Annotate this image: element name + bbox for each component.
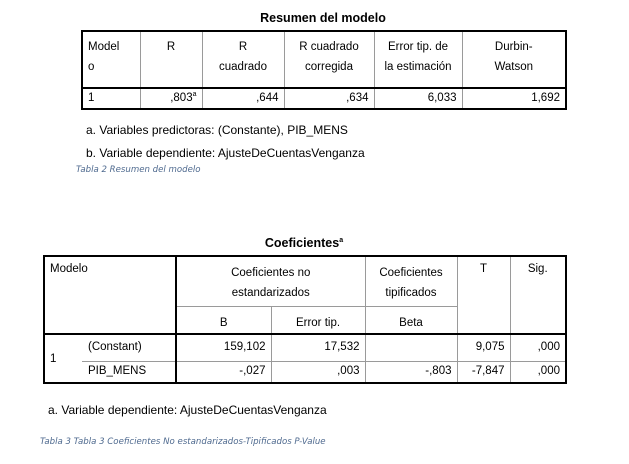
header-durbin-watson: Durbin- Watson (462, 31, 566, 88)
coefficients-title: Coeficientes$^a$ (264, 236, 344, 250)
model-summary-caption: Tabla 2 Resumen del modelo (76, 165, 201, 175)
model-summary-note-a: a. Variables predictoras: (Constante), PIB_MENS (86, 123, 348, 137)
coef-row-constant (44, 334, 566, 361)
model-summary-title: Resumen del modelo (260, 11, 386, 25)
cell-beta-pib: -,803 (365, 361, 457, 383)
header-std-err: Error tip. (271, 306, 365, 334)
coefficients-table (43, 255, 567, 384)
header-model: Model o (88, 41, 120, 73)
model-summary-row (82, 88, 566, 109)
cell-model-number: 1 (44, 334, 82, 383)
coefficients-note: a. Variable dependiente: AjusteDeCuentasVenganza (48, 403, 327, 417)
model-summary-header-row (82, 31, 566, 88)
model-summary-note-b: b. Variable dependiente: AjusteDeCuentasVenganza (86, 146, 365, 160)
model-summary-table (81, 30, 567, 110)
coefficients-caption: Tabla 3 Tabla 3 Coeficientes No estandarizados-Tipificados P-Value (40, 437, 326, 447)
cell-se-constant: 17,532 (271, 334, 365, 361)
cell-sig-pib: ,000 (510, 361, 566, 383)
header-sig: Sig. (510, 256, 566, 334)
header-standardized: Coeficientes tipificados (365, 256, 457, 306)
cell-b-pib: -,027 (176, 361, 271, 383)
cell-t-pib: -7,847 (457, 361, 510, 383)
header-r2: R cuadrado (202, 31, 284, 88)
cell-label-pib: PIB_MENS (82, 361, 176, 383)
header-unstandardized: Coeficientes no estandarizados (176, 256, 365, 306)
header-std-error: Error tip. de la estimación (374, 31, 462, 88)
cell-std-error: 6,033 (374, 88, 462, 109)
cell-r: ,803$^a$ (140, 88, 202, 109)
cell-model: 1 (82, 88, 140, 109)
cell-beta-constant (365, 334, 457, 361)
cell-durbin-watson: 1,692 (462, 88, 566, 109)
header-r2-adj: R cuadrado corregida (284, 31, 374, 88)
cell-sig-constant: ,000 (510, 334, 566, 361)
cell-r2-adj: ,634 (284, 88, 374, 109)
cell-b-constant: 159,102 (176, 334, 271, 361)
cell-se-pib: ,003 (271, 361, 365, 383)
header-b: B (176, 306, 271, 334)
header-modelo: Modelo (50, 263, 88, 275)
cell-r2: ,644 (202, 88, 284, 109)
cell-t-constant: 9,075 (457, 334, 510, 361)
header-r: R (140, 31, 202, 88)
header-beta: Beta (365, 306, 457, 334)
cell-label-constant: (Constant) (82, 334, 176, 361)
header-t: T (457, 256, 510, 334)
coef-row-pib (44, 361, 566, 383)
coef-header-row-1 (44, 256, 566, 306)
